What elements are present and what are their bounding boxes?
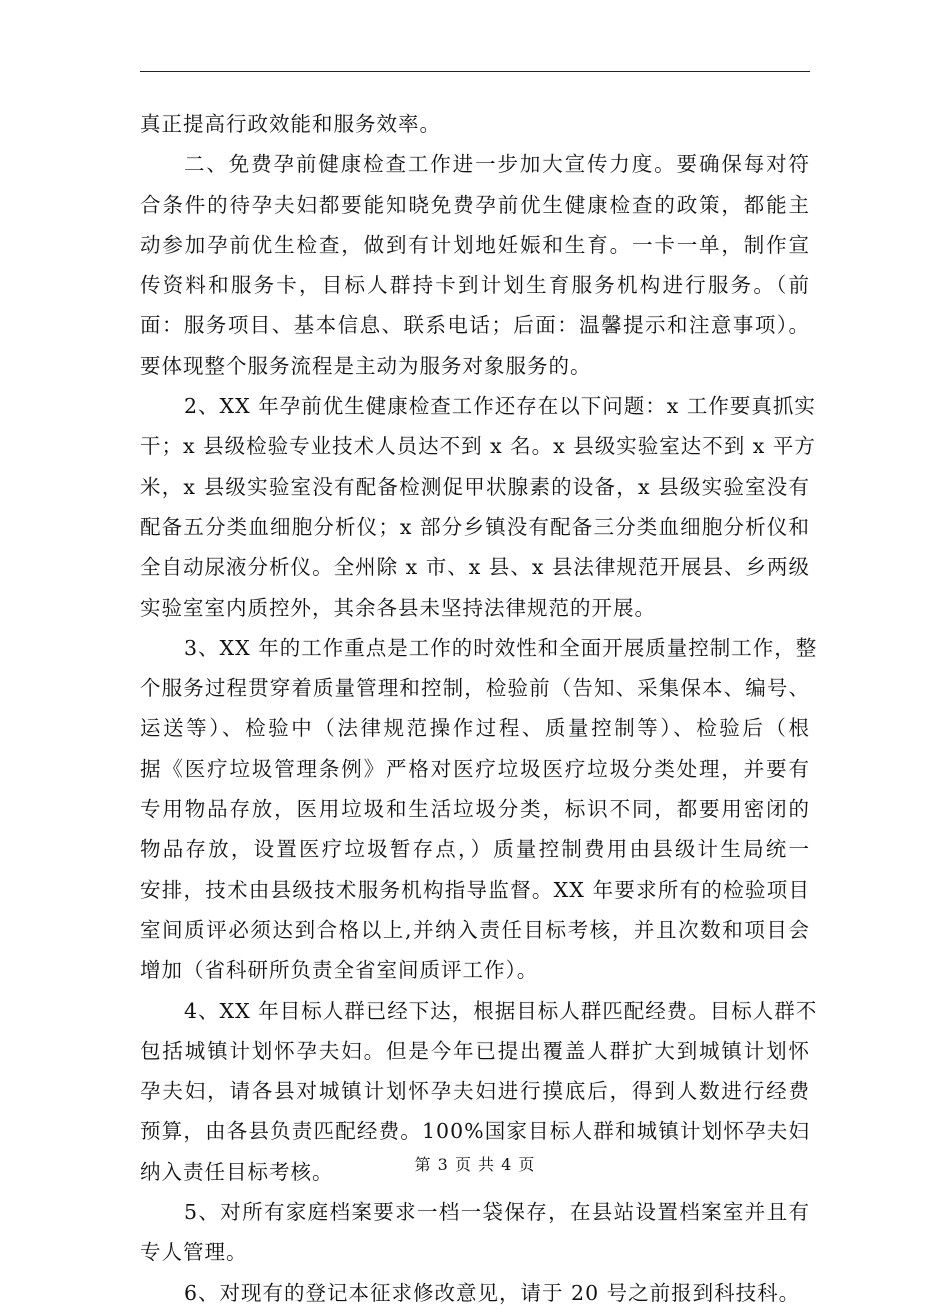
paragraph (140, 144, 810, 386)
text-line: 真正提高行政效能和服务效率。 (140, 112, 441, 136)
text-line: 要体现整个服务流程是主动为服务对象服务的。 (140, 353, 592, 378)
header-rule (140, 71, 810, 72)
document-body (140, 104, 818, 1313)
paragraph (140, 1273, 810, 1313)
text-line: 面：服务项目、基本信息、联系电话；后面：温馨提示和注意事项）。 (140, 313, 810, 338)
text-line: 5、对所有家庭档案要求一档一袋保存，在县站设置档案室并且有 (184, 1200, 810, 1225)
text-line: 运送等）、检验中（法律规范操作过程、质量控制等）、检验后（根 (140, 716, 810, 741)
text-line: 4、XX 年目标人群已经下达，根据目标人群匹配经费。目标人群不 (184, 998, 818, 1023)
text-line: 包括城镇计划怀孕夫妇。但是今年已提出覆盖人群扩大到城镇计划怀 (140, 1038, 810, 1063)
text-line: 配备五分类血细胞分析仪；x 部分乡镇没有配备三分类血细胞分析仪和 (140, 514, 810, 539)
text-line: 孕夫妇，请各县对城镇计划怀孕夫妇进行摸底后，得到人数进行经费 (140, 1079, 810, 1104)
text-line: 纳入责任目标考核。 (140, 1159, 334, 1184)
text-line: 米，x 县级实验室没有配备检测促甲状腺素的设备，x 县级实验室没有 (140, 474, 810, 499)
page-footer: 第 3 页 共 4 页 (414, 1155, 536, 1174)
text-line: 6、对现有的登记本征求修改意见，请于 20 号之前报到科技科。 (184, 1280, 801, 1305)
text-line: 干；x 县级检验专业技术人员达不到 x 名。x 县级实验室达不到 x 平方 (140, 434, 816, 459)
text-line: 个服务过程贯穿着质量管理和控制，检验前（告知、采集保本、编号、 (140, 676, 810, 701)
paragraph (140, 104, 810, 144)
paragraph (140, 628, 818, 991)
text-line: 2、XX 年孕前优生健康检查工作还存在以下问题：x 工作要真抓实 (184, 394, 816, 419)
paragraph (140, 386, 816, 628)
text-line: 据《医疗垃圾管理条例》严格对医疗垃圾医疗垃圾分类处理，并要有 (140, 756, 810, 781)
text-line: 3、XX 年的工作重点是工作的时效性和全面开展质量控制工作，整 (184, 635, 818, 660)
text-line: 实验室室内质控外，其余各县未坚持法律规范的开展。 (140, 595, 656, 620)
text-line: 合条件的待孕夫妇都要能知晓免费孕前优生健康检查的政策，都能主 (140, 192, 810, 217)
text-line: 室间质评必须达到合格以上,并纳入责任目标考核，并且次数和项目会 (140, 917, 810, 942)
text-line: 二、免费孕前健康检查工作进一步加大宣传力度。要确保每对符 (184, 152, 810, 177)
text-line: 物品存放，设置医疗垃圾暂存点，）质量控制费用由县级计生局统一 (140, 837, 810, 862)
text-line: 预算，由各县负责匹配经费。100%国家目标人群和城镇计划怀孕夫妇 (140, 1119, 810, 1144)
paragraph (140, 1192, 810, 1273)
text-line: 动参加孕前优生检查，做到有计划地妊娠和生育。一卡一单，制作宣 (140, 232, 810, 257)
text-line: 全自动尿液分析仪。全州除 x 市、x 县、x 县法律规范开展县、乡两级 (140, 555, 810, 580)
text-line: 专人管理。 (140, 1240, 248, 1265)
text-line: 传资料和服务卡，目标人群持卡到计划生育服务机构进行服务。（前 (140, 273, 810, 298)
text-line: 专用物品存放，医用垃圾和生活垃圾分类，标识不同，都要用密闭的 (140, 797, 810, 822)
text-line: 安排，技术由县级技术服务机构指导监督。XX 年要求所有的检验项目 (140, 877, 810, 902)
text-line: 增加（省科研所负责全省室间质评工作）。 (140, 958, 539, 983)
